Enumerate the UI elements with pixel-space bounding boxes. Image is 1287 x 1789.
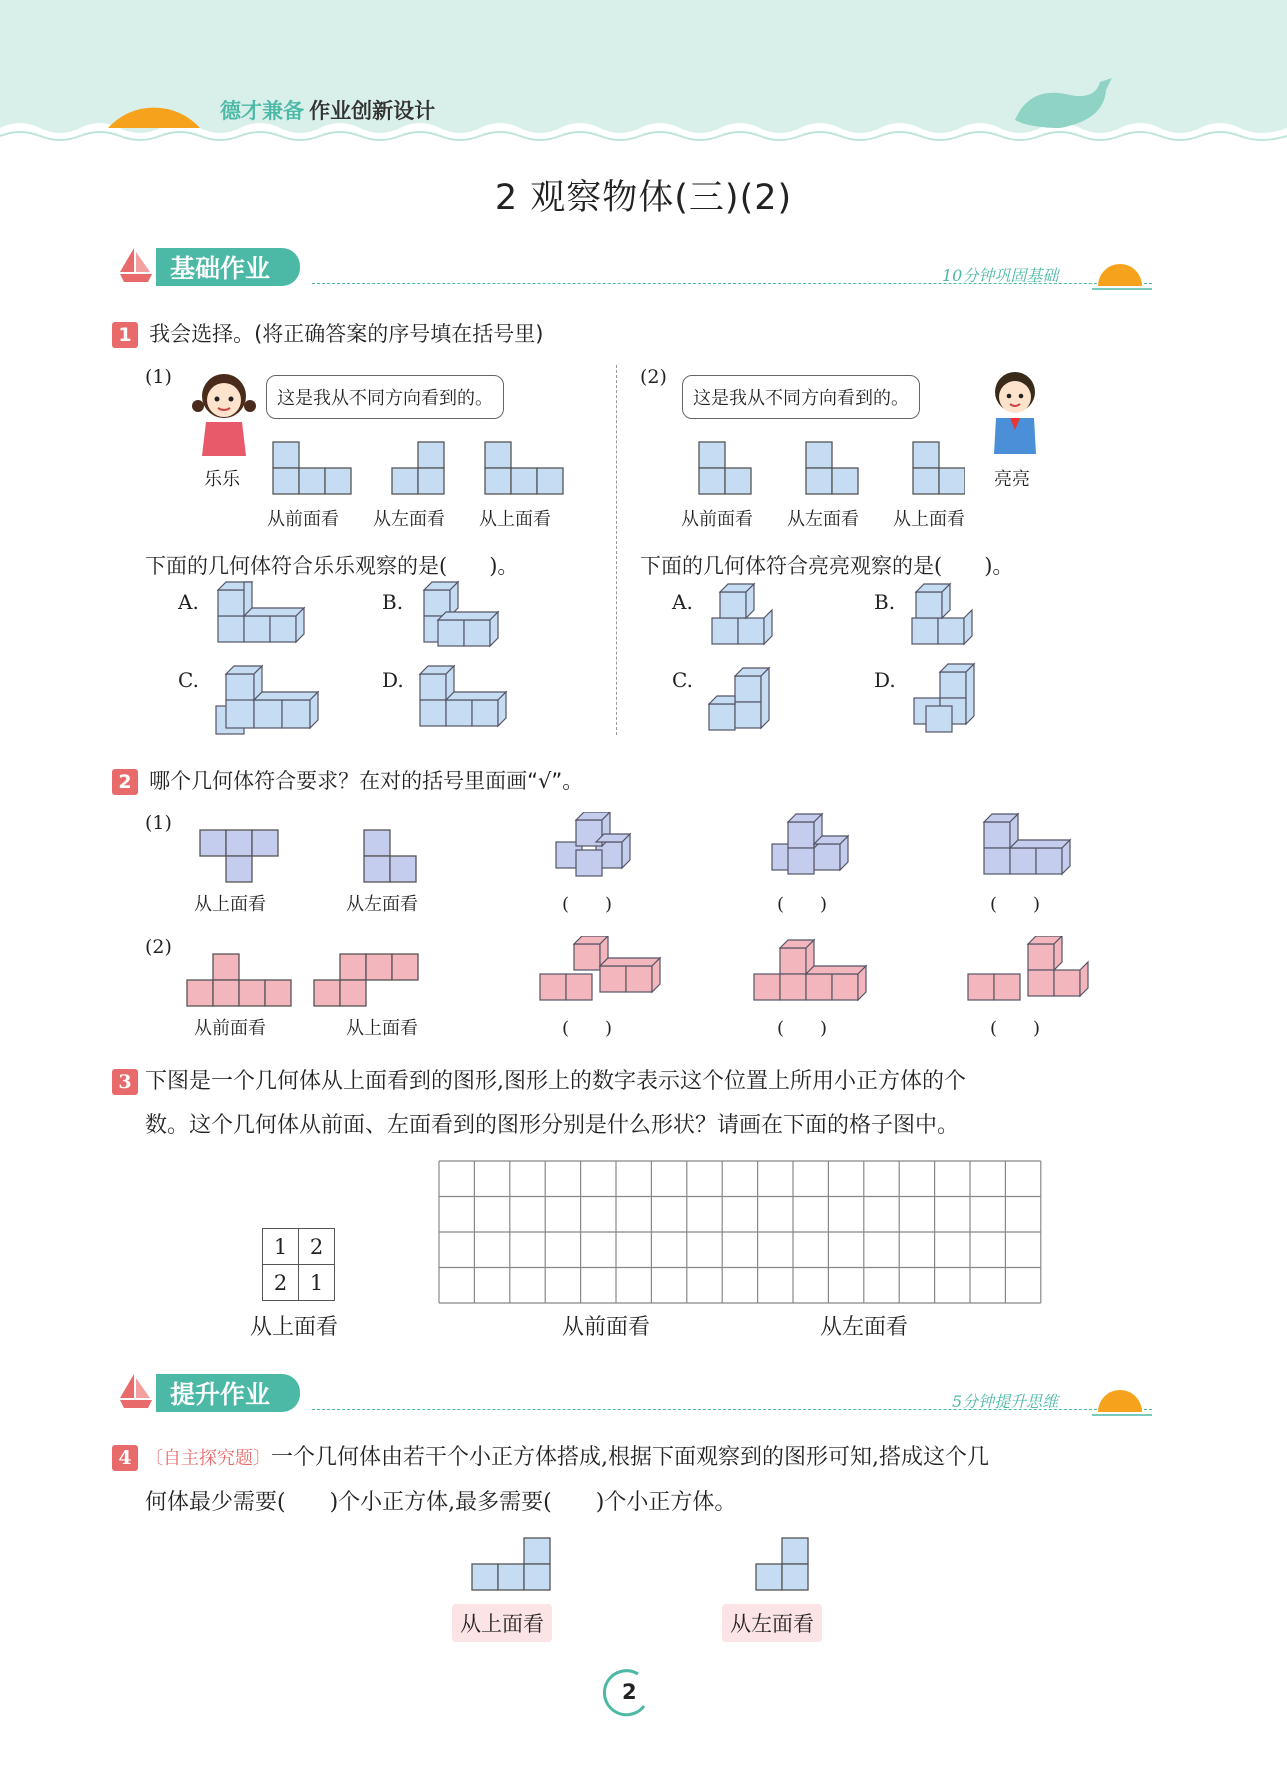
q3-number: 3 — [112, 1069, 138, 1095]
q4-line1: 一个几何体由若干个小正方体搭成,根据下面观察到的图形可知,搭成这个几 — [271, 1445, 989, 1470]
q1p2-view-label-front: 从前面看 — [681, 509, 753, 530]
q1p2-figure-c — [705, 660, 785, 740]
page-title: 2 观察物体(三)(2) — [494, 178, 793, 218]
q1p1-figure-a — [210, 580, 310, 650]
q1p2-speech-bubble: 这是我从不同方向看到的。 — [682, 375, 920, 419]
q1p2-figure-b — [908, 580, 988, 655]
brand-name: 德才兼备 — [220, 99, 304, 123]
q2r2-figure-3 — [966, 936, 1092, 1008]
q1p2-figure-a — [708, 580, 788, 655]
q1p1-figure-c — [210, 660, 320, 740]
q1p2-index: (2) — [640, 366, 667, 388]
header-decoration — [0, 0, 1287, 160]
q1p1-option-a: A. — [178, 590, 199, 614]
q2r1-figure-3 — [980, 812, 1080, 884]
q1p1-view-label-front: 从前面看 — [267, 509, 339, 530]
q2r1-blank-2[interactable]: ( ) — [777, 894, 828, 915]
q1p1-child-name: 乐乐 — [204, 469, 240, 490]
q3-drawing-grid[interactable] — [438, 1160, 1044, 1306]
q2r1-figure-1 — [552, 812, 652, 884]
q3-line1: 下图是一个几何体从上面看到的图形,图形上的数字表示这个位置上所用小正方体的个 — [145, 1069, 966, 1094]
brand-subtitle: 作业创新设计 — [309, 99, 436, 123]
q4-label-top: 从上面看 — [452, 1604, 552, 1642]
q1p2-view-label-top: 从上面看 — [893, 509, 965, 530]
q2r1-view-label-left: 从左面看 — [346, 894, 418, 915]
q3-label-front: 从前面看 — [562, 1315, 651, 1340]
q4-line2: 何体最少需要( )个小正方体,最多需要( )个小正方体。 — [145, 1490, 737, 1515]
sun-icon — [108, 108, 200, 128]
section-basic-label: 基础作业 — [156, 248, 300, 286]
q1p1-question: 下面的几何体符合乐乐观察的是( )。 — [145, 554, 519, 578]
q3-top-view-grid — [262, 1228, 335, 1301]
q1p1-view-label-top: 从上面看 — [479, 509, 551, 530]
q1p1-option-b: B. — [382, 590, 404, 614]
q1-divider — [616, 365, 617, 735]
section-basic-time: 10分钟巩固基础 — [942, 266, 1059, 285]
q3-label-left: 从左面看 — [820, 1315, 909, 1340]
q1p2-figure-d — [908, 660, 988, 740]
q1p1-option-d: D. — [382, 668, 404, 692]
q1p2-option-b: B. — [874, 590, 896, 614]
q2r1-view-shapes — [198, 828, 428, 884]
q2r2-view-label-front: 从前面看 — [194, 1018, 266, 1039]
q3-line2: 数。这个几何体从前面、左面看到的图形分别是什么形状？请画在下面的格子图中。 — [145, 1113, 960, 1138]
q1p2-question: 下面的几何体符合亮亮观察的是( )。 — [640, 554, 1014, 578]
q3-grid-cell: 1 — [299, 1265, 335, 1301]
q1p2-option-a: A. — [672, 590, 693, 614]
q2r1-figure-2 — [768, 812, 868, 884]
q2r2-blank-1[interactable]: ( ) — [562, 1018, 613, 1039]
q1p1-view-label-left: 从左面看 — [373, 509, 445, 530]
boy-avatar — [980, 364, 1050, 460]
q3-grid-cell: 1 — [263, 1229, 299, 1265]
q1p2-option-c: C. — [672, 668, 693, 692]
q2r2-view-shapes — [186, 952, 446, 1008]
q2-text: 哪个几何体符合要求？在对的括号里面画“√”。 — [149, 769, 584, 793]
q1p1-option-c: C. — [178, 668, 199, 692]
q4-tag: 〔自主探究题〕 — [145, 1448, 271, 1469]
q2r2-blank-3[interactable]: ( ) — [990, 1018, 1041, 1039]
q3-grid-cell: 2 — [263, 1265, 299, 1301]
q4-number: 4 — [112, 1445, 138, 1471]
q1p1-speech-bubble: 这是我从不同方向看到的。 — [266, 375, 504, 419]
q1-text: 我会选择。(将正确答案的序号填在括号里) — [149, 322, 544, 346]
q2r1-blank-1[interactable]: ( ) — [562, 894, 613, 915]
q2r1-blank-3[interactable]: ( ) — [990, 894, 1041, 915]
q1-number: 1 — [112, 322, 138, 348]
section-advance-time: 5分钟提升思维 — [952, 1392, 1059, 1411]
q2r2-view-label-top: 从上面看 — [346, 1018, 418, 1039]
sailboat-icon — [112, 244, 156, 284]
q3-grid-cell: 2 — [299, 1229, 335, 1265]
girl-avatar — [186, 366, 262, 462]
q2r2-figure-2 — [752, 936, 878, 1008]
q1p2-view-label-left: 从左面看 — [787, 509, 859, 530]
q2r1-view-label-top: 从上面看 — [194, 894, 266, 915]
sunset-icon — [1092, 258, 1152, 292]
q4-label-left: 从左面看 — [722, 1604, 822, 1642]
q2r2-blank-2[interactable]: ( ) — [777, 1018, 828, 1039]
page-number: 2 — [622, 1680, 637, 1704]
q2r2-figure-1 — [538, 936, 664, 1008]
q1p1-figure-b — [414, 580, 514, 650]
q4-top-view-shape — [470, 1536, 554, 1592]
sailboat-icon — [112, 1370, 156, 1410]
q1p2-child-name: 亮亮 — [994, 469, 1030, 490]
sunset-icon — [1092, 1384, 1152, 1418]
q1p1-index: (1) — [145, 366, 172, 388]
q2r2-index: (2) — [145, 936, 172, 958]
q2r1-index: (1) — [145, 812, 172, 834]
whale-icon — [1015, 78, 1112, 128]
q4-left-view-shape — [752, 1536, 812, 1592]
q1p2-option-d: D. — [874, 668, 896, 692]
q2-number: 2 — [112, 769, 138, 795]
q3-label-top: 从上面看 — [250, 1315, 339, 1340]
section-advance-label: 提升作业 — [156, 1374, 300, 1412]
q1p1-view-shapes — [270, 440, 570, 496]
q1p2-view-shapes — [695, 440, 965, 496]
q1p1-figure-d — [414, 660, 524, 740]
